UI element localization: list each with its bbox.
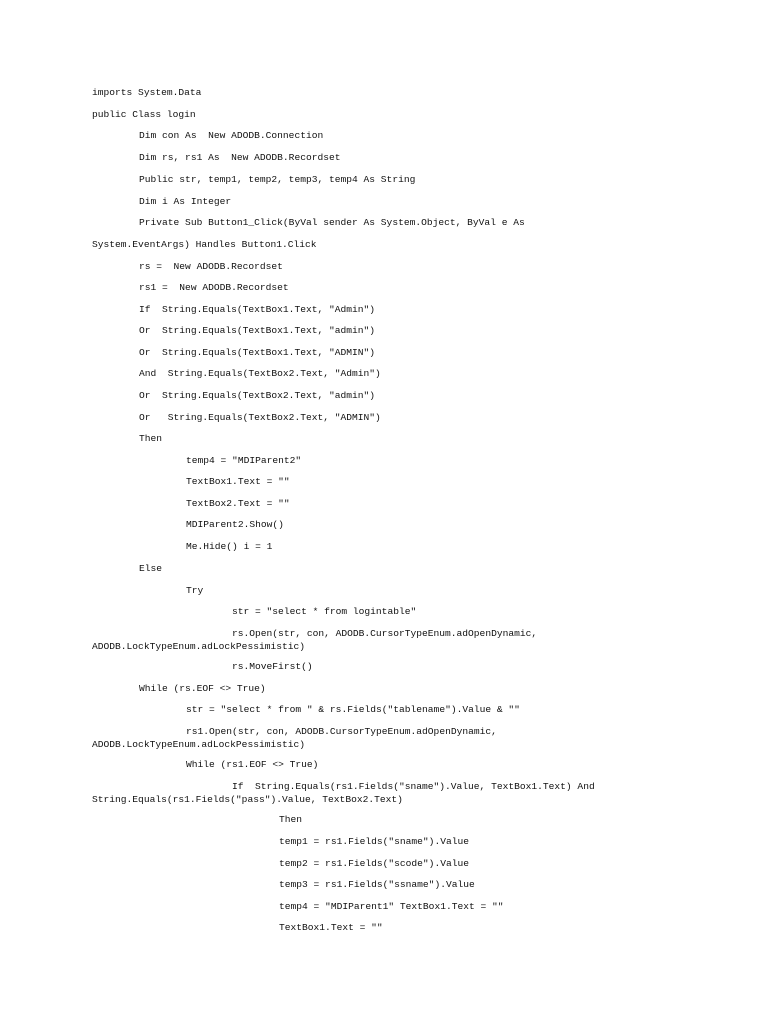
code-line: If String.Equals(rs1.Fields("sname").Value, TextBox1.Text) And (232, 781, 595, 792)
code-line: String.Equals(rs1.Fields("pass").Value, TextBox2.Text) (92, 794, 403, 805)
code-line: Dim i As Integer (139, 196, 232, 207)
code-line: TextBox1.Text = "" (186, 476, 290, 487)
code-line: public Class login (92, 109, 196, 120)
code-line: temp1 = rs1.Fields("sname").Value (279, 836, 469, 847)
code-line: ADODB.LockTypeEnum.adLockPessimistic) (92, 739, 306, 750)
code-line: Or String.Equals(TextBox1.Text, "ADMIN") (139, 347, 376, 358)
code-line: str = "select * from logintable" (232, 606, 417, 617)
code-line: rs.MoveFirst() (232, 661, 313, 672)
code-line: ADODB.LockTypeEnum.adLockPessimistic) (92, 641, 306, 652)
code-line: Dim con As New ADODB.Connection (139, 130, 324, 141)
code-line: TextBox2.Text = "" (186, 498, 290, 509)
code-line: MDIParent2.Show() (186, 519, 284, 530)
code-line: temp2 = rs1.Fields("scode").Value (279, 858, 469, 869)
code-line: While (rs1.EOF <> True) (186, 759, 319, 770)
code-line: rs.Open(str, con, ADODB.CursorTypeEnum.adOpenDynamic, (232, 628, 538, 639)
code-line: Dim rs, rs1 As New ADODB.Recordset (139, 152, 341, 163)
code-line: temp3 = rs1.Fields("ssname").Value (279, 879, 475, 890)
code-line: System.EventArgs) Handles Button1.Click (92, 239, 317, 250)
code-line: Me.Hide() i = 1 (186, 541, 273, 552)
code-line: imports System.Data (92, 87, 202, 98)
code-line: If String.Equals(TextBox1.Text, "Admin") (139, 304, 376, 315)
code-line: Public str, temp1, temp2, temp3, temp4 As String (139, 174, 416, 185)
code-line: And String.Equals(TextBox2.Text, "Admin") (139, 368, 381, 379)
code-line: rs1.Open(str, con, ADODB.CursorTypeEnum.adOpenDynamic, (186, 726, 497, 737)
code-line: rs = New ADODB.Recordset (139, 261, 283, 272)
code-line: Or String.Equals(TextBox1.Text, "admin") (139, 325, 376, 336)
code-line: While (rs.EOF <> True) (139, 683, 266, 694)
code-line: Else (139, 563, 163, 574)
code-line: TextBox1.Text = "" (279, 922, 383, 933)
code-line: temp4 = "MDIParent1" TextBox1.Text = "" (279, 901, 504, 912)
code-line: temp4 = "MDIParent2" (186, 455, 302, 466)
code-line: Then (139, 433, 163, 444)
code-line: Or String.Equals(TextBox2.Text, "ADMIN") (139, 412, 381, 423)
code-line: Then (279, 814, 303, 825)
code-line: Private Sub Button1_Click(ByVal sender As System.Object, ByVal e As (139, 217, 525, 228)
code-line: Try (186, 585, 204, 596)
code-line: rs1 = New ADODB.Recordset (139, 282, 289, 293)
code-line: Or String.Equals(TextBox2.Text, "admin") (139, 390, 376, 401)
code-line: str = "select * from " & rs.Fields("tablename").Value & "" (186, 704, 520, 715)
